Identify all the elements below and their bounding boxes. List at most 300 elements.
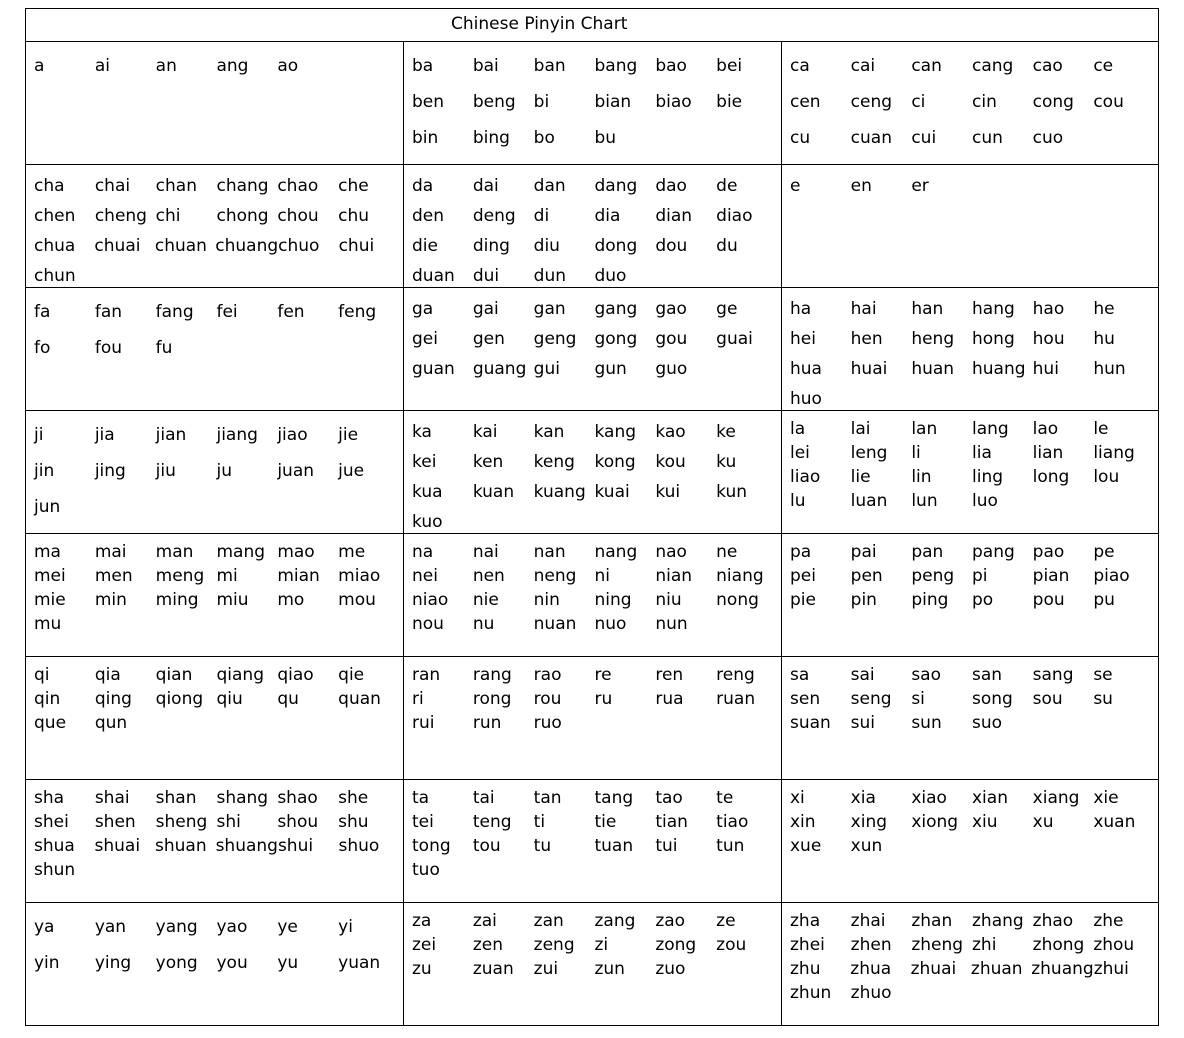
syllable: yang bbox=[155, 917, 198, 937]
syllable: yin bbox=[34, 953, 60, 973]
syllable: chang bbox=[216, 176, 269, 196]
pinyin-cell bbox=[782, 165, 1158, 288]
syllable: hang bbox=[972, 299, 1015, 319]
syllable: qun bbox=[94, 713, 128, 733]
syllable-row bbox=[34, 786, 399, 810]
syllable-row bbox=[790, 294, 1154, 324]
syllable: pan bbox=[911, 542, 944, 562]
syllable: tiao bbox=[716, 812, 749, 832]
syllable: meng bbox=[155, 566, 205, 586]
syllable: zei bbox=[412, 935, 437, 955]
syllable: lao bbox=[1032, 419, 1059, 439]
syllable: chuang bbox=[215, 236, 279, 256]
syllable: guan bbox=[412, 359, 455, 379]
syllable: pie bbox=[790, 590, 816, 610]
syllable: niao bbox=[412, 590, 449, 610]
syllable: cuo bbox=[1032, 128, 1064, 148]
syllable-row bbox=[412, 834, 777, 858]
syllable-row bbox=[790, 441, 1154, 465]
syllable: miu bbox=[216, 590, 249, 610]
pinyin-cell bbox=[26, 903, 404, 1026]
syllable: e bbox=[790, 176, 801, 196]
syllable-row bbox=[34, 711, 399, 735]
syllable: zhui bbox=[1093, 959, 1129, 979]
syllable: kui bbox=[655, 482, 681, 502]
syllable: yong bbox=[155, 953, 198, 973]
syllable: ming bbox=[155, 590, 199, 610]
syllable-row bbox=[34, 564, 399, 588]
syllable: me bbox=[338, 542, 366, 562]
syllable: nuo bbox=[594, 614, 627, 634]
syllable: reng bbox=[716, 665, 755, 685]
syllable: guai bbox=[716, 329, 753, 349]
syllable: fang bbox=[155, 302, 194, 322]
syllable: zhi bbox=[972, 935, 997, 955]
syllable: za bbox=[412, 911, 432, 931]
syllable-row bbox=[412, 171, 777, 201]
syllable: che bbox=[338, 176, 369, 196]
syllable: tuo bbox=[412, 860, 440, 880]
syllable: jiu bbox=[155, 461, 176, 481]
syllable: song bbox=[972, 689, 1013, 709]
syllable: lian bbox=[1032, 443, 1064, 463]
pinyin-cell bbox=[782, 903, 1158, 1026]
syllable: qian bbox=[155, 665, 193, 685]
syllable: ce bbox=[1093, 56, 1114, 76]
syllable: zao bbox=[655, 911, 686, 931]
syllable-row bbox=[412, 201, 777, 231]
syllable: tao bbox=[655, 788, 683, 808]
syllable: dun bbox=[533, 266, 566, 286]
syllable: bi bbox=[533, 92, 550, 112]
syllable: bang bbox=[594, 56, 638, 76]
syllable: mie bbox=[34, 590, 66, 610]
syllable: te bbox=[716, 788, 734, 808]
syllable: dia bbox=[594, 206, 621, 226]
syllable: cun bbox=[972, 128, 1003, 148]
syllable: shua bbox=[34, 836, 75, 856]
syllable: sun bbox=[911, 713, 942, 733]
syllable-row bbox=[412, 711, 777, 735]
syllable: tei bbox=[412, 812, 434, 832]
syllable: fu bbox=[155, 338, 173, 358]
syllable: mo bbox=[277, 590, 305, 610]
syllable: she bbox=[338, 788, 369, 808]
syllable: jie bbox=[338, 425, 359, 445]
syllable: seng bbox=[850, 689, 892, 709]
syllable: hua bbox=[790, 359, 822, 379]
syllable: qu bbox=[277, 689, 299, 709]
syllable: xiao bbox=[911, 788, 947, 808]
syllable: jin bbox=[34, 461, 55, 481]
syllable-row bbox=[34, 834, 399, 858]
syllable-row bbox=[790, 588, 1154, 612]
syllable: zha bbox=[790, 911, 821, 931]
syllable: zen bbox=[472, 935, 503, 955]
syllable-row bbox=[412, 477, 777, 507]
syllable: run bbox=[472, 713, 502, 733]
syllable: zhuan bbox=[970, 959, 1023, 979]
syllable: chong bbox=[216, 206, 269, 226]
syllable-row bbox=[790, 489, 1154, 513]
pinyin-cell bbox=[404, 657, 782, 780]
syllable: ha bbox=[790, 299, 812, 319]
syllable: yu bbox=[277, 953, 299, 973]
syllable: zui bbox=[533, 959, 559, 979]
syllable: tou bbox=[472, 836, 501, 856]
syllable: niang bbox=[716, 566, 764, 586]
syllable: miao bbox=[338, 566, 381, 586]
syllable: tian bbox=[655, 812, 688, 832]
syllable: pou bbox=[1032, 590, 1065, 610]
syllable: hei bbox=[790, 329, 816, 349]
syllable: ruan bbox=[716, 689, 756, 709]
syllable: re bbox=[594, 665, 612, 685]
syllable: shai bbox=[94, 788, 130, 808]
syllable-row bbox=[790, 564, 1154, 588]
syllable: tuan bbox=[594, 836, 634, 856]
syllable: han bbox=[911, 299, 944, 319]
syllable: chen bbox=[34, 206, 76, 226]
syllable: zai bbox=[472, 911, 497, 931]
syllable: xiong bbox=[911, 812, 959, 832]
syllable: shuan bbox=[155, 836, 207, 856]
syllable: sha bbox=[34, 788, 65, 808]
syllable: hen bbox=[850, 329, 883, 349]
syllable: xing bbox=[850, 812, 888, 832]
syllable: nen bbox=[472, 566, 505, 586]
syllable: huo bbox=[790, 389, 822, 409]
syllable: nan bbox=[533, 542, 566, 562]
syllable-row bbox=[790, 120, 1154, 156]
syllable: gai bbox=[472, 299, 499, 319]
syllable: mang bbox=[216, 542, 266, 562]
syllable: gei bbox=[412, 329, 438, 349]
syllable: qia bbox=[94, 665, 121, 685]
syllable: ping bbox=[911, 590, 949, 610]
syllable: nong bbox=[716, 590, 759, 610]
syllable: you bbox=[216, 953, 248, 973]
syllable: zhe bbox=[1093, 911, 1124, 931]
syllable: pu bbox=[1093, 590, 1115, 610]
syllable: zhang bbox=[972, 911, 1024, 931]
syllable: qi bbox=[34, 665, 50, 685]
syllable-row bbox=[412, 663, 777, 687]
syllable: piao bbox=[1093, 566, 1130, 586]
syllable: diao bbox=[716, 206, 753, 226]
syllable: ga bbox=[412, 299, 434, 319]
syllable: shang bbox=[216, 788, 269, 808]
syllable-row bbox=[412, 354, 777, 384]
syllable: ba bbox=[412, 56, 434, 76]
syllable: den bbox=[412, 206, 445, 226]
syllable: cin bbox=[972, 92, 997, 112]
syllable: xu bbox=[1032, 812, 1054, 832]
syllable: kang bbox=[594, 422, 637, 442]
syllable: kuo bbox=[412, 512, 443, 532]
syllable: man bbox=[155, 542, 194, 562]
syllable: mou bbox=[338, 590, 376, 610]
syllable: pen bbox=[850, 566, 883, 586]
syllable: nie bbox=[472, 590, 499, 610]
syllable-row bbox=[790, 663, 1154, 687]
syllable: ca bbox=[790, 56, 810, 76]
syllable: cuan bbox=[850, 128, 892, 148]
syllable: jing bbox=[94, 461, 126, 481]
chart-title: Chinese Pinyin Chart bbox=[451, 14, 628, 34]
syllable: cou bbox=[1093, 92, 1124, 112]
syllable: cai bbox=[850, 56, 876, 76]
syllable: min bbox=[94, 590, 127, 610]
syllable: nou bbox=[412, 614, 444, 634]
syllable: chuan bbox=[154, 236, 207, 256]
syllable: zhu bbox=[790, 959, 821, 979]
syllable: an bbox=[155, 56, 177, 76]
pinyin-cell bbox=[26, 288, 404, 411]
syllable: qiao bbox=[277, 665, 314, 685]
syllable: mei bbox=[34, 566, 66, 586]
syllable: xia bbox=[850, 788, 876, 808]
syllable: nai bbox=[472, 542, 499, 562]
syllable: tun bbox=[716, 836, 745, 856]
syllable: luan bbox=[850, 491, 888, 511]
syllable: cheng bbox=[94, 206, 147, 226]
syllable-row bbox=[412, 120, 777, 156]
syllable-row bbox=[790, 84, 1154, 120]
syllable: ne bbox=[716, 542, 738, 562]
syllable: xuan bbox=[1093, 812, 1136, 832]
syllable: bao bbox=[655, 56, 687, 76]
syllable: kuan bbox=[472, 482, 515, 502]
syllable: bin bbox=[412, 128, 439, 148]
syllable-row bbox=[412, 48, 777, 84]
syllable: de bbox=[716, 176, 738, 196]
syllable: ju bbox=[216, 461, 232, 481]
syllable: sa bbox=[790, 665, 810, 685]
syllable: lin bbox=[911, 467, 932, 487]
pinyin-grid bbox=[26, 42, 1158, 1026]
pinyin-cell bbox=[26, 165, 404, 288]
syllable: fa bbox=[34, 302, 51, 322]
syllable-row bbox=[790, 711, 1154, 735]
syllable: gang bbox=[594, 299, 638, 319]
syllable: ku bbox=[716, 452, 737, 472]
syllable: die bbox=[412, 236, 438, 256]
syllable-row bbox=[790, 48, 1154, 84]
syllable-row bbox=[34, 612, 399, 636]
syllable-row bbox=[412, 564, 777, 588]
syllable: lie bbox=[850, 467, 871, 487]
syllable: diu bbox=[533, 236, 560, 256]
syllable: di bbox=[533, 206, 550, 226]
syllable-row bbox=[34, 540, 399, 564]
pinyin-cell bbox=[782, 288, 1158, 411]
syllable: suo bbox=[972, 713, 1003, 733]
syllable: luo bbox=[972, 491, 998, 511]
syllable: tong bbox=[412, 836, 451, 856]
syllable: ang bbox=[216, 56, 249, 76]
syllable: lun bbox=[911, 491, 938, 511]
syllable: tie bbox=[594, 812, 617, 832]
syllable: kuang bbox=[533, 482, 586, 502]
syllable: tu bbox=[533, 836, 552, 856]
syllable: ye bbox=[277, 917, 298, 937]
syllable: shou bbox=[277, 812, 319, 832]
syllable: nang bbox=[594, 542, 638, 562]
syllable: zong bbox=[655, 935, 697, 955]
syllable: du bbox=[716, 236, 738, 256]
syllable: chai bbox=[94, 176, 131, 196]
syllable: qiong bbox=[155, 689, 204, 709]
syllable: zu bbox=[412, 959, 432, 979]
syllable: bai bbox=[472, 56, 499, 76]
syllable: nun bbox=[655, 614, 688, 634]
syllable: li bbox=[911, 443, 921, 463]
syllable: zuan bbox=[472, 959, 514, 979]
syllable-row bbox=[790, 354, 1154, 384]
title-row bbox=[26, 9, 1158, 42]
pinyin-cell bbox=[404, 288, 782, 411]
syllable: gong bbox=[594, 329, 638, 349]
syllable: gao bbox=[655, 299, 687, 319]
syllable: shao bbox=[277, 788, 318, 808]
syllable: jia bbox=[94, 425, 115, 445]
syllable: keng bbox=[533, 452, 575, 472]
syllable: jue bbox=[338, 461, 365, 481]
syllable: cong bbox=[1032, 92, 1074, 112]
syllable: zhan bbox=[911, 911, 953, 931]
syllable: chao bbox=[277, 176, 319, 196]
syllable: su bbox=[1093, 689, 1113, 709]
syllable: zhong bbox=[1032, 935, 1085, 955]
syllable: peng bbox=[911, 566, 955, 586]
syllable: zhen bbox=[850, 935, 892, 955]
syllable: ke bbox=[716, 422, 736, 442]
syllable: tai bbox=[472, 788, 495, 808]
syllable: fen bbox=[277, 302, 305, 322]
syllable-row bbox=[412, 294, 777, 324]
syllable: shui bbox=[277, 836, 314, 856]
syllable: dao bbox=[655, 176, 687, 196]
syllable: sen bbox=[790, 689, 821, 709]
syllable: heng bbox=[911, 329, 955, 349]
syllable: ling bbox=[972, 467, 1004, 487]
syllable-row bbox=[790, 687, 1154, 711]
syllable: ao bbox=[277, 56, 299, 76]
syllable-row bbox=[790, 981, 1154, 1005]
syllable: pai bbox=[850, 542, 877, 562]
syllable: se bbox=[1093, 665, 1113, 685]
syllable-row bbox=[790, 324, 1154, 354]
syllable: ben bbox=[412, 92, 445, 112]
syllable: yao bbox=[216, 917, 248, 937]
syllable: cen bbox=[790, 92, 821, 112]
syllable: cang bbox=[972, 56, 1014, 76]
syllable: shuai bbox=[94, 836, 141, 856]
syllable: rang bbox=[472, 665, 512, 685]
syllable: quan bbox=[338, 689, 381, 709]
syllable: zhuai bbox=[910, 959, 957, 979]
syllable: bie bbox=[716, 92, 743, 112]
syllable-row bbox=[34, 588, 399, 612]
syllable: ran bbox=[412, 665, 441, 685]
syllable: yan bbox=[94, 917, 127, 937]
syllable: shun bbox=[34, 860, 76, 880]
syllable: bing bbox=[472, 128, 510, 148]
syllable: mai bbox=[94, 542, 127, 562]
syllable: hun bbox=[1093, 359, 1126, 379]
pinyin-cell bbox=[404, 780, 782, 903]
syllable: zhei bbox=[790, 935, 825, 955]
syllable: da bbox=[412, 176, 434, 196]
syllable: ruo bbox=[533, 713, 562, 733]
syllable: shuo bbox=[338, 836, 380, 856]
syllable-row bbox=[412, 84, 777, 120]
syllable: sheng bbox=[155, 812, 208, 832]
syllable: duo bbox=[594, 266, 627, 286]
syllable: xian bbox=[972, 788, 1008, 808]
syllable: la bbox=[790, 419, 806, 439]
syllable-row bbox=[34, 453, 399, 489]
pinyin-cell bbox=[26, 780, 404, 903]
syllable: lu bbox=[790, 491, 806, 511]
syllable: zou bbox=[716, 935, 747, 955]
syllable: duan bbox=[412, 266, 455, 286]
syllable: ji bbox=[34, 425, 44, 445]
syllable-row bbox=[412, 507, 777, 534]
syllable: xie bbox=[1093, 788, 1119, 808]
syllable: ying bbox=[94, 953, 132, 973]
syllable: zhou bbox=[1093, 935, 1135, 955]
syllable: kuai bbox=[594, 482, 630, 502]
syllable-row bbox=[790, 810, 1154, 834]
syllable: nin bbox=[533, 590, 560, 610]
syllable: shu bbox=[338, 812, 369, 832]
syllable-row bbox=[34, 48, 399, 84]
pinyin-cell bbox=[404, 411, 782, 534]
syllable: bu bbox=[594, 128, 617, 148]
syllable: sao bbox=[911, 665, 942, 685]
syllable-row bbox=[412, 417, 777, 447]
syllable: zun bbox=[594, 959, 625, 979]
syllable-row bbox=[34, 858, 399, 882]
syllable: cha bbox=[34, 176, 65, 196]
syllable: rao bbox=[533, 665, 562, 685]
syllable: ding bbox=[472, 236, 510, 256]
syllable: pi bbox=[972, 566, 988, 586]
syllable: men bbox=[94, 566, 133, 586]
syllable: kun bbox=[716, 482, 748, 502]
syllable-row bbox=[790, 384, 1154, 411]
syllable: bian bbox=[594, 92, 632, 112]
syllable: zhuang bbox=[1031, 959, 1094, 979]
syllable: chua bbox=[34, 236, 76, 256]
syllable: chun bbox=[34, 266, 76, 286]
syllable: huang bbox=[972, 359, 1026, 379]
syllable: rong bbox=[472, 689, 512, 709]
syllable: huai bbox=[850, 359, 888, 379]
syllable: zhao bbox=[1032, 911, 1074, 931]
syllable-row bbox=[412, 231, 777, 261]
syllable-row bbox=[412, 810, 777, 834]
syllable: bo bbox=[533, 128, 555, 148]
syllable-row bbox=[412, 324, 777, 354]
syllable: fo bbox=[34, 338, 51, 358]
syllable-row bbox=[34, 201, 399, 231]
pinyin-cell bbox=[782, 657, 1158, 780]
syllable: jiang bbox=[216, 425, 258, 445]
syllable: fei bbox=[216, 302, 238, 322]
